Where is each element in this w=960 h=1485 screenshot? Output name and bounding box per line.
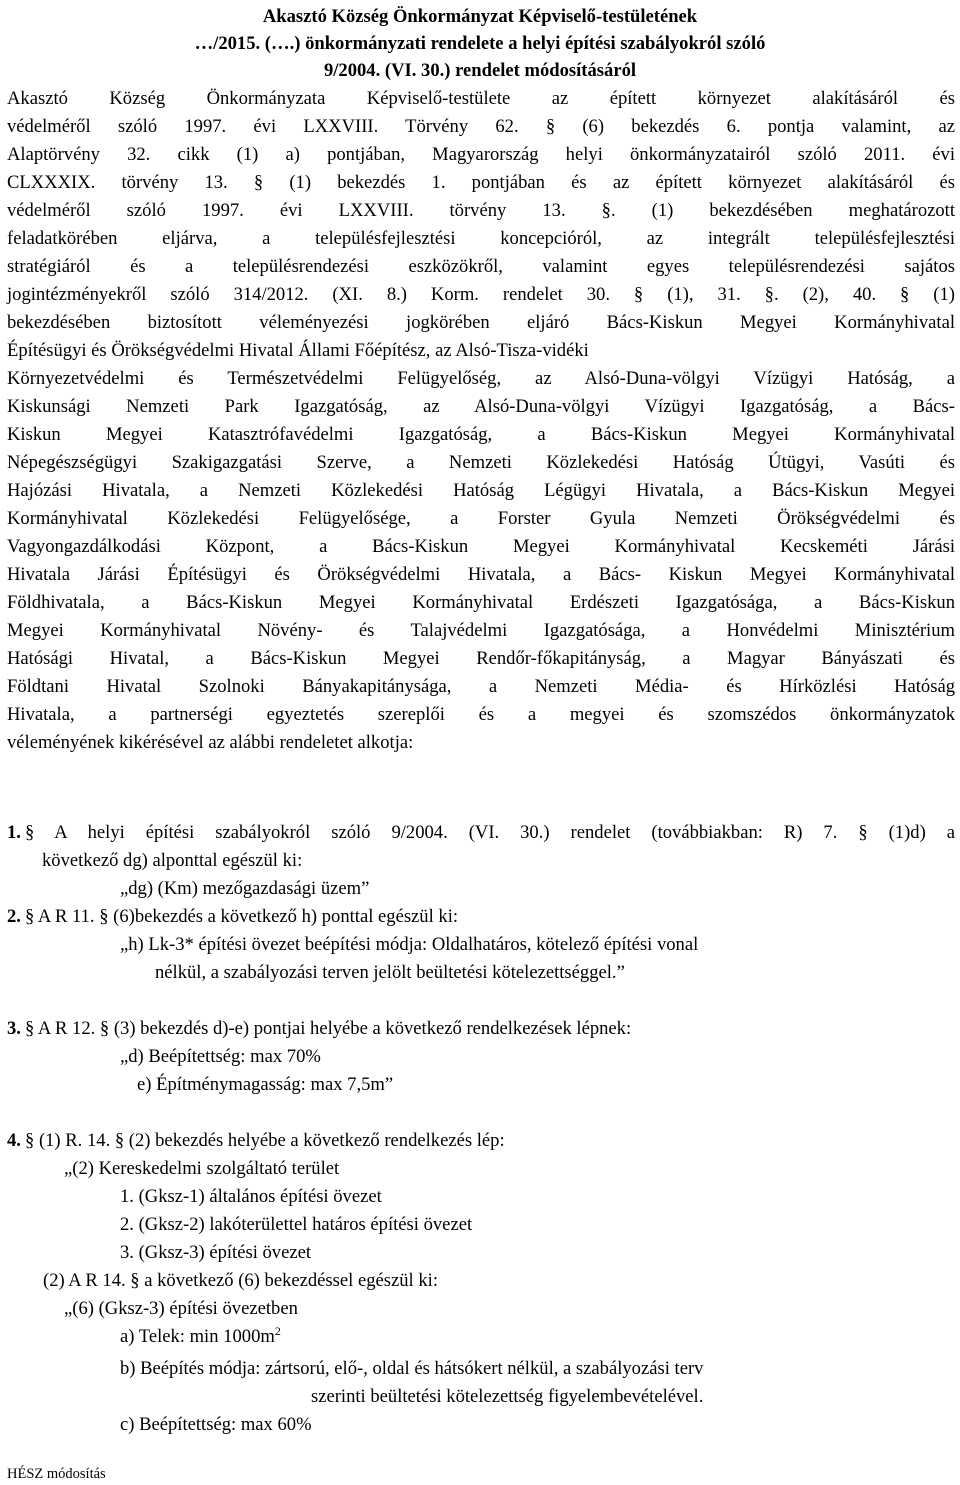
section-4-quote-1: „(2) Kereskedelmi szolgáltató terület — [64, 1158, 340, 1179]
preamble-line: Hivatala, a partnerségi egyeztetés szereplői és a megyei és szomszédos önkormányzatok — [7, 704, 955, 725]
section-3-number: 3. — [7, 1018, 21, 1039]
preamble-line: Akasztó Község Önkormányzata Képviselő-testülete az épített környezet alakításáról és — [7, 88, 955, 109]
preamble-line: Vagyongazdálkodási Központ, a Bács-Kiskun Megyei Kormányhivatal Kecskeméti Járási — [7, 536, 955, 557]
preamble-line: Népegészségügyi Szakigazgatási Szerve, a Nemzeti Közlekedési Hatóság Útügyi, Vasúti és — [7, 452, 955, 473]
preamble-line: védelméről szóló 1997. évi LXXVIII. törvény 13. §. (1) bekezdésében meghatározott — [7, 200, 955, 221]
preamble-line: Kiskun Megyei Katasztrófavédelmi Igazgatóság, a Bács-Kiskun Megyei Kormányhivatal — [7, 424, 955, 445]
section-4-item-3: 3. (Gksz-3) építési övezet — [120, 1242, 312, 1263]
section-4-point-a-superscript: 2 — [274, 1324, 281, 1338]
preamble-line: Alaptörvény 32. cikk (1) a) pontjában, Magyarország helyi önkormányzatairól szóló 2011. évi — [7, 144, 955, 165]
preamble-line: bekezdésében biztosított véleményezési jogkörében eljáró Bács-Kiskun Megyei Kormányhivatal — [7, 312, 955, 333]
preamble-line: feladatkörében eljárva, a településfejlesztési koncepcióról, az integrált településfejlesztési — [7, 228, 955, 249]
preamble-line: Hajózási Hivatala, a Nemzeti Közlekedési Hatóság Légügyi Hivatala, a Bács-Kiskun Megyei — [7, 480, 955, 501]
preamble-line: Földtani Hivatal Szolnoki Bányakapitánysága, a Nemzeti Média- és Hírközlési Hatóság — [7, 676, 955, 697]
section-2-line-1: § A R 11. § (6)bekezdés a következő h) ponttal egészül ki: — [25, 906, 459, 927]
section-1-quote: „dg) (Km) mezőgazdasági üzem” — [120, 878, 370, 899]
preamble-line: véleményének kikérésével az alábbi rendeletet alkotja: — [7, 732, 414, 753]
preamble-line: Kormányhivatal Közlekedési Felügyelősége, a Forster Gyula Nemzeti Örökségvédelmi és — [7, 508, 955, 529]
preamble-line: CLXXXIX. törvény 13. § (1) bekezdés 1. pontjában és az épített környezet alakításáról és — [7, 172, 955, 193]
preamble-line: stratégiáról és a településrendezési eszközökről, valamint egyes településrendezési sajátos — [7, 256, 955, 277]
section-3-quote-1: „d) Beépítettség: max 70% — [120, 1046, 321, 1067]
preamble-line: védelméről szóló 1997. évi LXXVIII. Törvény 62. § (6) bekezdés 6. pontja valamint, az — [7, 116, 955, 137]
preamble-line: Megyei Kormányhivatal Növény- és Talajvédelmi Igazgatósága, a Honvédelmi Minisztérium — [7, 620, 955, 641]
preamble-line: Kiskunsági Nemzeti Park Igazgatóság, az Alsó-Duna-völgyi Vízügyi Igazgatóság, a Bács- — [7, 396, 955, 417]
document-title-line-1: Akasztó Község Önkormányzat Képviselő-testületének — [262, 6, 698, 27]
section-4-subsection-2: (2) A R 14. § a következő (6) bekezdéssel egészül ki: — [43, 1270, 438, 1291]
section-3-line-1: § A R 12. § (3) bekezdés d)-e) pontjai helyébe a következő rendelkezések lépnek: — [25, 1018, 632, 1039]
section-4-item-1: 1. (Gksz-1) általános építési övezet — [120, 1186, 382, 1207]
section-4-item-2: 2. (Gksz-2) lakóterülettel határos építési övezet — [120, 1214, 473, 1235]
section-4-point-c: c) Beépítettség: max 60% — [120, 1414, 312, 1435]
section-1-line-2: következő dg) alponttal egészül ki: — [42, 850, 303, 871]
section-4-point-b-line-1: b) Beépítés módja: zártsorú, elő-, oldal és hátsókert nélkül, a szabályozási terv — [120, 1358, 704, 1379]
preamble-line: Hivatala Járási Építésügyi és Örökségvédelmi Hivatala, a Bács- Kiskun Megyei Kormányhivatal — [7, 564, 955, 585]
preamble-line: Építésügyi és Örökségvédelmi Hivatal Állami Főépítész, az Alsó-Tisza-vidéki — [7, 340, 589, 361]
section-1-number: 1. — [7, 822, 21, 843]
section-2-quote-2: nélkül, a szabályozási terven jelölt beültetési kötelezettséggel.” — [155, 962, 625, 983]
document-title-line-3: 9/2004. (VI. 30.) rendelet módosításáról — [323, 60, 637, 81]
page-footer: HÉSZ módosítás — [7, 1466, 106, 1482]
document-title-line-2: …/2015. (….) önkormányzati rendelete a helyi építési szabályokról szóló — [194, 33, 766, 54]
preamble-line: Hatósági Hivatal, a Bács-Kiskun Megyei Rendőr-főkapitányság, a Magyar Bányászati és — [7, 648, 955, 669]
preamble-line: Környezetvédelmi és Természetvédelmi Felügyelőség, az Alsó-Duna-völgyi Vízügyi Hatóság, a — [7, 368, 955, 389]
section-1-line-1: § A helyi építési szabályokról szóló 9/2004. (VI. 30.) rendelet (továbbiakban: R) 7. § (1)d) a — [25, 822, 955, 843]
section-4-number: 4. — [7, 1130, 21, 1151]
section-4-point-a — [120, 1326, 281, 1348]
section-2-number: 2. — [7, 906, 21, 927]
section-3-quote-2: e) Építménymagasság: max 7,5m” — [137, 1074, 394, 1095]
section-4-point-a-text: a) Telek: min 1000m — [120, 1326, 275, 1347]
preamble-line: Földhivatala, a Bács-Kiskun Megyei Kormányhivatal Erdészeti Igazgatósága, a Bács-Kiskun — [7, 592, 955, 613]
section-4-line-1: § (1) R. 14. § (2) bekezdés helyébe a következő rendelkezés lép: — [25, 1130, 505, 1151]
preamble-line: jogintézményekről szóló 314/2012. (XI. 8.) Korm. rendelet 30. § (1), 31. §. (2), 40. § (1) — [7, 284, 955, 305]
section-4-quote-2: „(6) (Gksz-3) építési övezetben — [64, 1298, 298, 1319]
section-4-point-b-line-2: szerinti beültetési kötelezettség figyelembevételével. — [311, 1386, 704, 1407]
section-2-quote-1: „h) Lk-3* építési övezet beépítési módja: Oldalhatáros, kötelező építési vonal — [120, 934, 699, 955]
